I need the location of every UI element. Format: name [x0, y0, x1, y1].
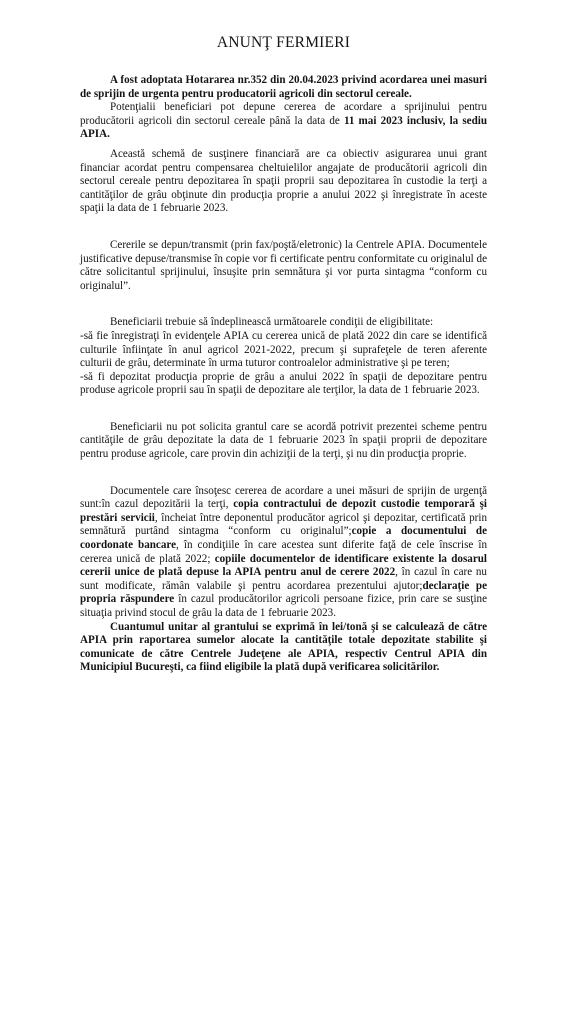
- documents-id-copies: copiile documentelor de identificare existente la dosarul cererii unice de plată depuse la APIA pentru anul de cerere 2022: [80, 552, 488, 579]
- grant-amount-text: Cuantumul unitar al grantului se exprimă în lei/tonă şi se calculează de către APIA prin raportarea sumelor alocate la cantităţile totale depozitate stabilite şi comunicate de către Centrele Judeţene ale APIA, respectiv Centrul APIA din Municipiul Bucureşti, ca fiind eligibile la plată după verificarea solicitărilor.: [80, 620, 487, 674]
- paragraph-documents: [80, 485, 487, 621]
- eligibility-intro: Beneficiarii trebuie să îndeplinească următoarele condiţii de eligibilitate:: [110, 316, 434, 329]
- paragraph-scheme-objective: Această schemă de susţinere financiară are ca obiectiv asigurarea unui grant financiar acordat pentru compensarea cheltuielilor angajate de producătorii agricoli din sectorul cereale pentru depozitarea în spaţii proprii sau depozitarea în custodie la terţi a cantităţilor de grâu obţinute din producţia proprie a anului 2022 şi înregistrate în aceste spaţii la data de 1 februarie 2023.: [80, 147, 487, 215]
- eligibility-section: [80, 316, 487, 398]
- documents-bank-copy: copie a documentului de coordonate bancare: [80, 525, 488, 552]
- documents-text-2: , încheiat între deponentul producător agricol şi depozitar, certificată prin semnătură purtând sintagma “conform cu originalul”;: [80, 511, 488, 538]
- eligibility-condition-2: -să fi depozitat producţia proprie de grâu a anului 2022 în spaţii de depozitare pentru produse agricole proprii sau în spaţii de depozitare ale terţilor, la data de 1 februarie 2023.: [80, 370, 487, 397]
- paragraph-grant-amount: [80, 621, 487, 675]
- documents-contract-copy: copia contractului de depozit custodie temporară şi prestări servicii: [80, 498, 487, 524]
- eligibility-condition-1: -să fie înregistraţi în evidenţele APIA cu cererea unică de plată 2022 din care se identifică culturile înfiinţate în anul agricol 2021-2022, precum şi suprafeţele de teren aferente culturii de grâu, determinate în urma tuturor controalelor administrative şi pe teren;: [80, 329, 487, 370]
- documents-text-4: , în cazul în care nu sunt modificate, rămân valabile şi pentru acordarea prezentului ajutor;: [80, 566, 487, 592]
- deadline-intro: Potenţialii beneficiari pot depune cererea de acordare a sprijinului pentru producătorii agricoli din sectorul cereale până la data de: [80, 101, 487, 127]
- paragraph-submission: Cererile se depun/transmit (prin fax/poştă/eletronic) la Centrele APIA. Documentele justificative depuse/transmise în copie vor fi certificate pentru conformitate cu originalul de către solicitantul sprijinului, însuşite prin semnătura şi vor purta sintagma “conform cu originalul”.: [80, 238, 487, 292]
- documents-text-3: , în condiţiile în care acestea sunt diferite faţă de cele înscrise în cererea unică de plată 2022;: [80, 539, 487, 565]
- documents-text-5: în cazul producătorilor agricoli persoane fizice, prin care se susţine situaţia privind stocul de grâu la data de 1 februarie 2023.: [80, 593, 488, 619]
- paragraph-deadline: [80, 101, 487, 142]
- documents-declaration: declaraţie pe propria răspundere: [80, 579, 487, 606]
- documents-text-1: Documentele care însoţesc cererea de acordare a unei măsuri de sprijin de urgenţă sunt:în cazul depozitării la terţi,: [80, 484, 487, 511]
- paragraph-exclusion: Beneficiarii nu pot solicita grantul care se acordă potrivit prezentei scheme pentru cantităţile de grâu depozitate la data de 1 februarie 2023 în spaţii proprii de depozitare pentru produse agricole, care provin din achiziţii de la terţi, şi nu din producţia proprie.: [80, 420, 487, 461]
- document-title: ANUNŢ FERMIERI: [216, 34, 351, 51]
- deadline-date: 11 mai 2023 inclusiv, la sediu APIA.: [80, 114, 487, 141]
- hotarare-text: A fost adoptata Hotararea nr.352 din 20.04.2023 privind acordarea unei masuri de sprijin de urgenta pentru producatorii agricoli din sectorul cereale.: [80, 74, 487, 100]
- paragraph-hotarare: [80, 74, 487, 101]
